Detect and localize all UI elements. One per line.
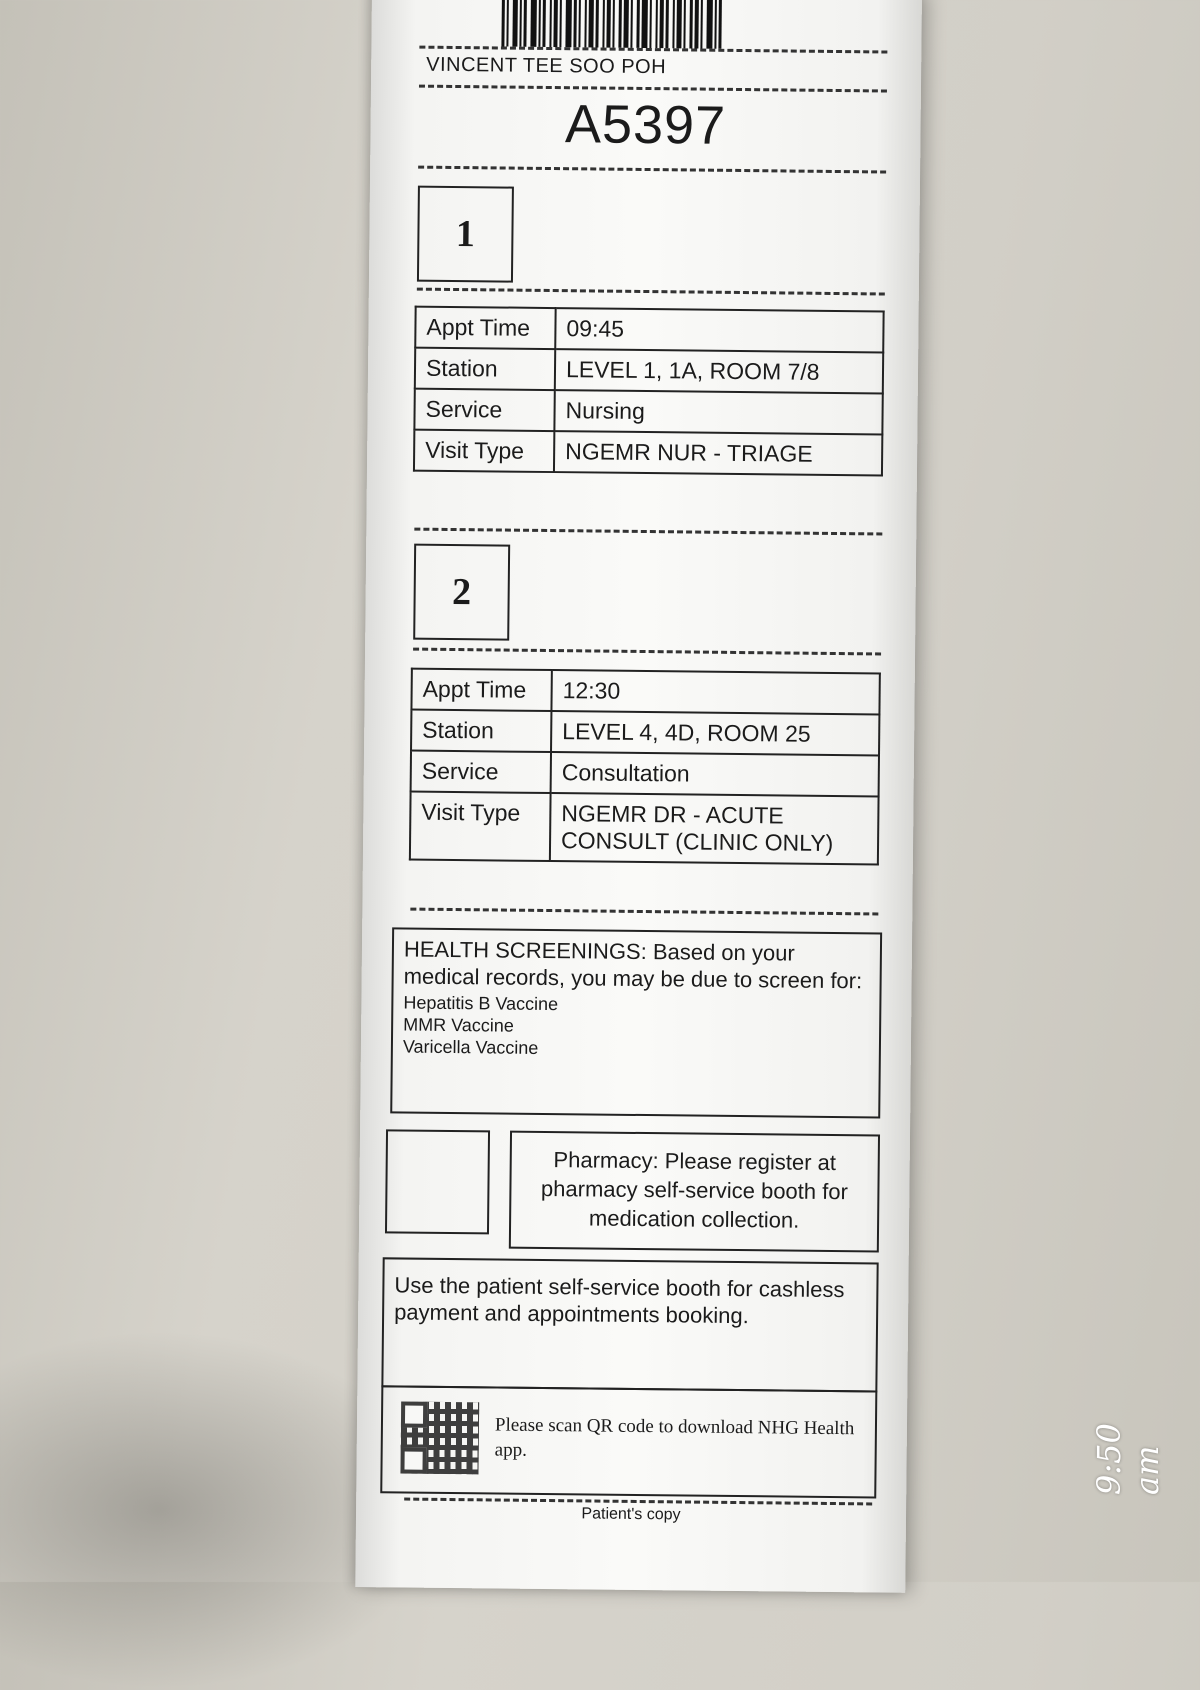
barcode-bar xyxy=(649,0,652,48)
pharmacy-note: Pharmacy: Please register at pharmacy self-service booth for medication collection. xyxy=(540,1147,849,1233)
barcode-bar xyxy=(636,0,640,48)
table-row xyxy=(411,669,879,715)
table-row xyxy=(414,389,882,435)
appointment-sequence-2: 2 xyxy=(413,544,510,641)
table-row xyxy=(410,792,879,865)
row-label: Service xyxy=(411,751,551,793)
row-value: 12:30 xyxy=(551,670,879,714)
divider xyxy=(410,908,878,916)
barcode-bar xyxy=(714,0,717,49)
screening-item: MMR Vaccine xyxy=(403,1014,514,1036)
row-value: LEVEL 1, 1A, ROOM 7/8 xyxy=(555,349,883,393)
barcode-bar xyxy=(641,0,648,48)
row-label: Station xyxy=(411,710,551,752)
barcode-bar xyxy=(683,0,686,48)
row-label: Visit Type xyxy=(410,792,551,861)
table-row xyxy=(414,430,882,476)
barcode-bar xyxy=(655,0,658,48)
barcode-bar xyxy=(689,0,693,48)
barcode-bar xyxy=(718,0,722,49)
qr-box xyxy=(380,1385,877,1498)
photo-timestamp: 9:50 am xyxy=(1090,1423,1166,1495)
patient-name: VINCENT TEE SOO POH xyxy=(426,53,667,79)
barcode-bar xyxy=(595,0,599,47)
barcode-bar xyxy=(612,0,615,48)
barcode-bar xyxy=(630,0,633,48)
queue-number: A5397 xyxy=(564,94,727,156)
appointment-table-1 xyxy=(413,306,885,477)
barcode-bar xyxy=(584,0,587,47)
health-screenings-box xyxy=(390,927,882,1118)
barcode-bar xyxy=(700,0,703,49)
row-label: Appt Time xyxy=(411,669,551,711)
appointment-sequence-1: 1 xyxy=(417,186,514,283)
barcode-bar xyxy=(553,0,558,47)
row-value: Consultation xyxy=(551,752,879,796)
barcode-bar xyxy=(672,0,675,48)
checkbox-square xyxy=(385,1129,490,1234)
barcode-bar xyxy=(659,0,664,48)
barcode-bar xyxy=(506,0,509,47)
row-value: LEVEL 4, 4D, ROOM 25 xyxy=(551,711,879,755)
barcode-bar xyxy=(565,0,572,47)
divider xyxy=(418,166,886,174)
table-row xyxy=(415,307,883,353)
barcode-bar xyxy=(578,0,581,47)
queue-ticket xyxy=(355,0,922,1593)
barcode xyxy=(501,0,812,50)
barcode-bar xyxy=(623,0,629,48)
patient-copy-label: Patient's copy xyxy=(581,1505,681,1524)
row-value: NGEMR NUR - TRIAGE xyxy=(554,431,882,475)
barcode-bar xyxy=(706,0,713,49)
barcode-bar xyxy=(676,0,682,48)
self-service-box xyxy=(381,1257,878,1392)
divider xyxy=(419,85,887,93)
row-value: Nursing xyxy=(554,390,882,434)
table-row xyxy=(415,348,883,394)
barcode-bar xyxy=(542,0,546,47)
barcode-bar xyxy=(665,0,669,48)
barcode-bar xyxy=(530,0,537,47)
barcode-bar xyxy=(549,0,552,47)
qr-code xyxy=(400,1402,479,1475)
row-value: 09:45 xyxy=(555,308,883,352)
row-value: NGEMR DR - ACUTE CONSULT (CLINIC ONLY) xyxy=(550,793,879,864)
barcode-bar xyxy=(606,0,611,48)
row-label: Service xyxy=(414,389,554,431)
divider xyxy=(414,528,882,536)
barcode-bar xyxy=(512,0,518,47)
barcode-bar xyxy=(602,0,605,48)
row-label: Appt Time xyxy=(415,307,555,349)
barcode-bar xyxy=(618,0,622,48)
barcode-bar xyxy=(538,0,541,47)
barcode-bar xyxy=(523,0,527,47)
table-row xyxy=(411,710,879,756)
barcode-bar xyxy=(588,0,594,47)
health-screenings-title: HEALTH SCREENINGS: Based on your medical records, you may be due to screen for: xyxy=(403,936,863,994)
pharmacy-box xyxy=(509,1131,880,1253)
table-row xyxy=(411,751,879,797)
row-label: Station xyxy=(415,348,555,390)
row-label: Visit Type xyxy=(414,430,554,472)
barcode-bar xyxy=(573,0,577,47)
divider xyxy=(417,288,885,296)
appointment-table-2 xyxy=(409,668,881,866)
qr-note: Please scan QR code to download NHG Health app. xyxy=(494,1414,855,1461)
barcode-bar xyxy=(694,0,699,49)
barcode-bar xyxy=(559,0,562,47)
screening-item: Hepatitis B Vaccine xyxy=(403,992,559,1015)
divider xyxy=(413,648,881,656)
booth-note: Use the patient self-service booth for cashless payment and appointments booking. xyxy=(394,1272,845,1329)
screening-item: Varicella Vaccine xyxy=(402,1036,539,1058)
barcode-bar xyxy=(519,0,522,47)
barcode-bar xyxy=(501,0,505,47)
